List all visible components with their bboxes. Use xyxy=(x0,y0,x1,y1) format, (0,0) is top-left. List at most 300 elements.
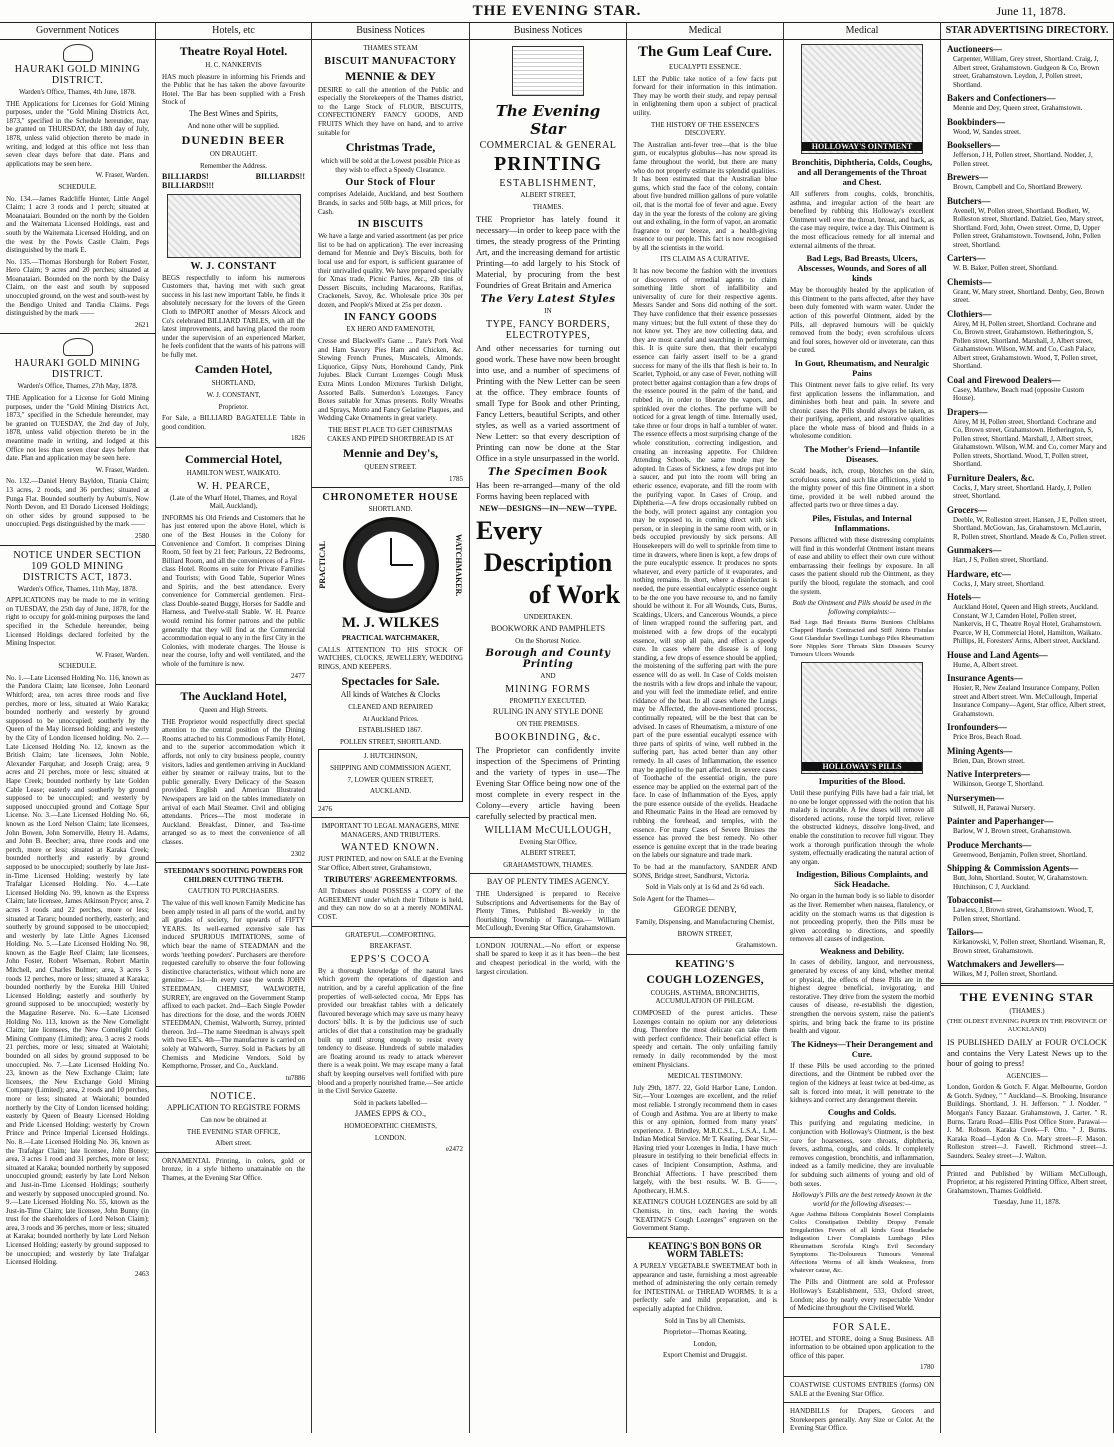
ad-sub: EX HERO AND FAMENOTH, xyxy=(346,325,435,334)
ad-title: Piles, Fistulas, and Internal Inflammations. xyxy=(812,513,912,534)
ad-sub: SHORTLAND. xyxy=(368,505,413,514)
notice-signature: W. Fraser, Warden. xyxy=(95,171,149,180)
ad-sub: SHIPPING AND COMMISSION AGENT, xyxy=(330,763,451,772)
ad-highlight: The Specimen Book xyxy=(488,466,608,478)
ad-note: Remember the Address. xyxy=(199,161,268,170)
schedule-heading: SCHEDULE. xyxy=(58,182,97,191)
ad-body: CALLS ATTENTION TO HIS STOCK OF WATCHES, CLOCKS, JEWELLERY, WEDDING RINGS, AND KEEPERS. xyxy=(318,645,463,671)
ad-body: Scald heads, itch, croup, blotches on the skin, scrofulous sores, and such like afflictions, yield to the mighty power of this fine Ointment in a short time, provided it be well rubbed around the affected parts two or three times a day. xyxy=(790,467,934,510)
ad-owner: MENNIE & DEY xyxy=(345,68,436,83)
agency-list: London, Gordon & Gotch. F. Algar. Melbourne, Gordon & Gotch. Sydney, " " Auckland—S. Brooking, Insurance Buildings. Shortland, J. H. Jefferson. " J. Nodder. " Morgan's Fancy Bazaar. Grahamstown, J. Carter. " R. Burns. Tararu Road—Ellis Post Office Store. Parawai—J. M. Robson. Karaka Creek—F. Otto. " J. Burns. Karaka Road—Lydon & Co. Mary street—F. Mason. Rolleston street—J. Fawell. Richmond street—J. Saunders. Sealey street—J. Walton. xyxy=(947,1083,1107,1160)
ad-title: Indigestion, Bilious Complaints, and Sick Headache. xyxy=(795,869,929,890)
directory-category: Tailors— xyxy=(947,927,983,937)
ad-sub: ESTABLISHMENT, xyxy=(499,178,597,189)
ad-title: EPPS'S COCOA xyxy=(350,953,431,965)
ad-title: IMPORTANT TO LEGAL MANAGERS, MINE MANAGERS, AND TRIBUTERS. xyxy=(321,822,460,839)
ad-sub: AND xyxy=(540,672,556,681)
directory-entries: Airey, M H, Pollen street, Shortland. Cochrane and Co, Brown street, Grahamstown. Hetherington, S, Pollen street, Shortland. Marshall, J, Albert street, Grahamstown. Wilson, W.M. and Co, Cash Palace, Albert street, Grahamstown. Wood, T, Pollen street, Shortland. xyxy=(953,319,1098,370)
directory-category: Carters— xyxy=(947,253,986,263)
schedule-entry: No. 1.—Late Licensed Holding No. 116, known as the Pandora Claim; late licensee, John Leonard Whitford; area, ten acres three roods and five perches, more or less, situated at Waio Karaka; bounded northerly and westerly by ground supposed to be unoccupied; southerly by the Queen of the May licensed holding; and westerly by the City of London licensed holding. No. 2.—Late Licensed Holding No. 12, known as the British Claim; late licensees, John Noble, Alexander Farquhar, and Joseph Craig; area, 9 acres and 21 perches, more or less; situated at Hape Creek; bounded northerly by late Golden Cable Lease; easterly and southerly by ground supposed to be unoccupied; and westerly by supposed unoccupied ground and Cottage Spur License. No. 3.—Late Licensed Holding No. 66, known as the Lord Nelson Claim; late licensees, John Bowen, John Somerville, Henry H. Adams, and John B. Beecher; area, three roods and one perch, more or less; situated at Karaka Creek; bounded northerly and easterly by ground supposed to be unoccupied; southerly by late Just-in-Time Licensed Holding; westerly by late Trafalgar Licensed Holding. No. 4.—Late Licensed Holding No. 99, known as the Express Claim; late licensee, James Atkinson Pryce; area, 2 acres 3 roods and 22 perches, more or less; situated at Tararu; bounded northerly, easterly, and southerly by ground supposed to be unoccupied; and westerly by late Little Agnes Licensed Holding. No. 5.—Late Licensed Holding No. 98, known as the Eagle Reef Claim; late licensees, John Foster, Robert Wiseman, Robert Martin Mitchell, and Charles Bulmer; area, 3 acres 3 roods 12 perches, more or less; situated at Karaka; bounded northerly by the Eureka Hill United Licensed Holding; easterly and southerly by ground supposed to be unoccupied; westerly by the Magazine Reserve. No. 6.—Late Licensed Holding No. 113, known as the New Comelight Claim; late licensees, the New Comelight Gold Mining Company (Limited); area, 3 acres 2 roods 21 perches, more or less; situated at Waiotahi; bounded on all sides by ground supposed to be unoccupied. No. 7.—Late Licensed Holding No. 23, known as the New Exchange Claim; late licensees, the New Exchange Gold Mining Company (Limited); area, 2 roods and 10 perches, more or less; situated at Waiotahi; bounded northerly by the City of London licensed holding; easterly by Queen of Beauty Licensed Holding and Pride Licensed Holding; westerly by Crown Prince and Prince Imperial Licensed Holdings. No. 8.—Late Licensed Holding No. 36, known as the Trafalgar Claim; late licensee, John Boney; area, 3 acres 1 rood and 31 perches, more or less; situated at Karaka; bounded northerly by supposed unoccupied ground; easterly by late Lord Nelson and Just-in-Time Licensed Holdings; southerly and westerly by supposed unoccupied ground. No. 9.—Late Licensed Holding No. 55, known as the Just-in-Time Claim; late licensee, John Bunny (in trust for the shareholders of Lord Nelson Claim); area, 3 roods and 36 perches, more or less; situated at Karaka; bounded northerly by late Lord Nelson Licensed Holding; easterly by ground supposed to be unoccupied; and westerly by late Trafalgar Licensed Holding. xyxy=(6,673,149,1267)
divider xyxy=(156,684,311,685)
notice-body: APPLICATIONS may be made to me in writing on TUESDAY, the 25th day of June, 1878, for the right to occupy for gold-mining purposes the land specified in the Schedule hereunder, being Licensed Holdings declared forfeited by the Mining Inspector. xyxy=(6,596,149,648)
agent-box xyxy=(318,749,463,801)
ad-title: Commercial Hotel, xyxy=(184,452,283,467)
ad-sub: Evening Star Office, xyxy=(519,837,577,846)
ad-title: The Gum Leaf Cure. xyxy=(638,44,772,60)
ad-title: DUNEDIN BEER xyxy=(181,133,286,148)
notice-place: Warden's Office, Thames, 27th May, 1878. xyxy=(17,382,138,391)
directory-entries: Wilkinson, George T, Shortland. xyxy=(953,780,1044,788)
directory-entries: Price Bros, Beach Road. xyxy=(953,733,1022,741)
directory-category: Auctioneers— xyxy=(947,44,1002,54)
ad-sub: AUCKLAND. xyxy=(369,787,412,796)
ad-owner: W. H. PEARCE, xyxy=(196,480,271,492)
directory-entries: Casey, Matthew, Beach road (opposite Custom House). xyxy=(953,385,1085,402)
ad-number: e2472 xyxy=(445,1145,463,1154)
ad-title: The Auckland Hotel, xyxy=(180,689,287,704)
directory-category: Hardware, etc— xyxy=(947,568,1011,579)
watch-block xyxy=(318,517,463,613)
ailment-list: Bad Legs Bad Breasts Burns Bunions Chilblains Chapped Hands Contracted and Stiff Joints Fistulas Gout Glandular Swellings Lumbago Piles Rheumatism Sore Nipples Sore Throats Skin Diseases Scurvy Tumours Ulcers Wounds xyxy=(790,619,934,659)
ad-owner: Mennie and Dey's, xyxy=(342,446,438,461)
ad-body: The Pills and Ointment are sold at Professor Holloway's Establishment, 533, Oxford street, London; also by nearly every respectable Vendor of Medicine throughout the Civilised World. xyxy=(790,1278,934,1313)
ad-body: Has been re-arranged—many of the old Forms having been replaced with xyxy=(476,479,620,501)
ad-body: All kinds of Watches & Clocks xyxy=(340,690,441,700)
ad-sub: THAMES. xyxy=(532,202,564,211)
directory-entries: Stilwell, H, Parawai Nursery. xyxy=(953,803,1035,812)
schedule-entry: No. 134.—James Radcliffe Hunter, Little Angel Claim; 1 acre 3 roods and 1 perch; situated at Moanataiari. Bounded on the north by the Golden and the Waitemata Licensed Holdings, east and south by the Waitemata Licensed Holding, and on the west by the Powis Castle Claim. Pegs distinguished by the mark E. xyxy=(6,194,149,255)
ad-sub: ESTABLISHED 1867. xyxy=(358,726,423,735)
column-medical-2 xyxy=(784,23,941,1433)
ad-sub: HOMOEOPATHIC CHEMISTS, xyxy=(344,1121,437,1130)
ad-sub: Export Chemist and Druggist. xyxy=(663,1351,747,1360)
pills-label: HOLLOWAY'S PILLS xyxy=(802,762,922,771)
ad-body: No organ in the human body is so liable to disorder as the liver. Remember when nausea, flatulency, or acidity on the stomach warns us that digestion is not proceeding properly, then the Pills must be given according to directions, and speedily removes all causes of indigestion. xyxy=(790,892,934,944)
directory-entries: Cocks, J, Mary street, Shortland. Hardy, J, Pollen street, Shortland. xyxy=(953,483,1092,500)
paper-title: THE EVENING STAR xyxy=(959,989,1095,1004)
ad-sub: SHORTLAND, xyxy=(211,379,256,388)
ad-sub: GRATEFUL—COMFORTING. xyxy=(345,930,436,939)
ad-body: COMPOSED of the purest articles. These Lozenges contain no opium nor any deleterious drug. Therefore the most delicate can take them with perfect confidence. Their beneficial effect is speedy and certain. The only unfailing family remedy in daily recommended by the most eminent Physicians. xyxy=(633,1008,777,1069)
imprint-date: Tuesday, June 11, 1878. xyxy=(993,1198,1061,1207)
schedule-entry: No. 132.—Daniel Henry Bayldon, Titania Claim; 13 acres, 2 roods, and 36 perches; situated at Punga Flat. Bounded southerly by Auburn's, Now North Devon, and El Dorado Licensed Holdings; on other sides by ground supposed to be unoccupied. Pegs distinguished by the mark —— xyxy=(6,477,149,529)
directory-entries: Kirkanowski, V, Pollen street, Shortland. Wiseman, R, Brown street, Grahamstown. xyxy=(953,938,1106,955)
ad-sub: Family, Dispensing, and Manufacturing Chemist, xyxy=(635,918,775,926)
directory-entries: Grant, W, Mary street, Shortland. Denby, Geo, Brown street. xyxy=(953,287,1104,304)
ad-body: For Sale, a BILLIARD BAGATELLE Table in good condition. xyxy=(162,414,305,431)
ad-sub: UNDERTAKEN. xyxy=(523,613,573,622)
ad-body: In cases of debility, languor, and nervousness, generated by excess of any kind, whether mental or physical, the effects of these Pills are in the highest degree beneficial, invigorating, and restorative. They drive from the system the morbid causes of disease, re-establish the digestion, strengthen the nervous system, raise the patient's spirits, and bring back the frame to its pristine health and vigour. xyxy=(790,958,934,1036)
notice-place: Warden's Office, Thames, 11th May, 1878. xyxy=(17,584,138,593)
ad-number: tu7886 xyxy=(285,1073,305,1082)
divider xyxy=(312,817,469,818)
ointment-illustration xyxy=(801,44,923,154)
ad-title: Weakness and Debility. xyxy=(819,945,905,956)
ad-note: Holloway's Pills are the best remedy known in the world for the following diseases:— xyxy=(792,1191,932,1208)
ad-body: Cresse and Blackwell's Game ... Pate's Pork Veal and Ham Savory Pies Ham and Chicken, &c. Stewing French Prunes, Muscatels, Almonds, Liquorice, Gipsy Nuts, Horehound Candy, Pink Jujubes. Black Currant Lozenges Cough Musk Extra Mints London Mixtures Turkish Delight, Assorted Balls. Sumerdon's Lozenges. Fancy Boxes suitable for Xmas presents. Rolly Wreaths and Sprays, Motto and Fancy Gelatine Plaques, and Wedding Cake Ornaments in great variety. xyxy=(318,337,463,423)
ad-highlight: BILLIARDS! BILLIARDS!! BILLIARDS!!! xyxy=(162,172,305,190)
ad-sub: MEDICAL TESTIMONY. xyxy=(667,1072,743,1081)
divider xyxy=(312,487,469,488)
agencies-heading: AGENCIES— xyxy=(1006,1071,1048,1080)
ad-body: The Proprietor can confidently invite inspection of the Specimens of Printing and the variety of types in use—The Evening Star Office being now one of the most complete in every respect in the Colony—every article having been carefully selected by practical men. xyxy=(476,744,620,821)
ad-body: THE Proprietor would respectfully direct special attention to the central position of the Dining Rooms attached to his Commodious Family Hotel, and to the superior accommodation which it affords, not only to city business people, country visitors, ladies and gentlemen arriving in Auckland either by steamer or railway trains, but to the public generally. Every Delicacy of the Season provided. English and American Illustrated Newspapers are laid on the tables immediately on arrival of each Mail Steamer. Civil and obliging attendants. Prices—The most moderate in Auckland. Breakfast, Dinner, and Tea-time arranged so as to meet the convenience of all classes. xyxy=(162,717,305,846)
directory-category: Nurserymen— xyxy=(947,792,1004,803)
ad-body: JUST PRINTED, and now on SALE at the Evening Star Office, Albert street, Grahamstown, xyxy=(318,855,463,873)
divider xyxy=(627,1237,783,1238)
paper-sub: (THAMES.) xyxy=(1009,1006,1045,1015)
divider xyxy=(0,333,155,334)
directory-category: Drapers— xyxy=(947,406,988,417)
directory-category: Gunmakers— xyxy=(947,545,1002,555)
directory-category: Grocers— xyxy=(947,504,987,515)
ad-body: We have a large and varied assortment (as per price list to be had on application). The ever increasing demand for Mennie and Dey's Biscuits, both for local use and for export, is sufficient guarantee of their unrivalled quality. We have prepared specially for Xmas trade, Picnic Parties, &c., 2lb tins of Dessert Biscuits, including Macaroons, Ratifias, Crackenels, Savoy, &c. Wholesale price 30s per dozen, and People's Mixed at 25s per dozen. xyxy=(318,232,463,309)
ad-number: 2621 xyxy=(135,320,149,329)
side-label: PRACTICAL xyxy=(318,541,327,589)
ad-highlight: TRIBUTERS' AGREEMENTFORMS. xyxy=(323,874,458,884)
ad-body: The Australian anti-fever tree—that is the blue gum, or eucalyptus globulus—has now spread its fame throughout the world, but there are many who do not properly estimate its splendid qualities. It has been estimated that the Australian blue gums, which stud the face of the colony, contain about five hundred million gallons of pure volatile oil, that is the mortal foe of fever and ague. Every day in the year the forests of the colony are giving out and exhaling, in the form of vapor, an aromatic fragrance to our breeze, and a health-giving essence to our people. This fact is now recognised by all the scientists in the world. xyxy=(633,140,777,252)
ad-body: KEATING'S COUGH LOZENGES are sold by all Chemists, in tins, each having the words "KEATING'S Cough Lozenges" engraven on the Government Stamp. xyxy=(633,1198,777,1233)
notice-body: THE Applications for Licenses for Gold Mining purposes, under the "Gold Mining Districts Act, 1873," specified in the Schedule hereunder, may be granted on THURSDAY, the 18th day of July, 1878, unless valid objection thereto be made in writing, and lodged at this office not less than seven clear days before that date. Plans and applications may be seen here. xyxy=(6,99,149,168)
ad-title: FOR SALE. xyxy=(832,1321,892,1333)
ad-body: And other necessaries for turning out good work. These have now been brought into use, and a number of specimens of Printing with the New Letter can be seen at the office. They embrace founts of small Type for Book and other Printing, Fancy Letters, beautiful Scripts, and other styles, as well as a varied assortment of New Letter: so that every description of Printing can now be done at the Star Office in a style unsurpassed in the world. xyxy=(476,342,620,463)
ad-highlight: Borough and County Printing xyxy=(485,648,611,671)
newspaper-title: THE EVENING STAR. xyxy=(472,3,642,19)
ad-highlight: Every xyxy=(476,516,543,546)
ad-title: Impurities of the Blood. xyxy=(818,776,906,787)
ad-body: Persons afflicted with these distressing complaints will find in this wonderful Ointment instant means of ease and ability to effect their own cure without embarrassing their feelings by exposure. In all cases the patient should rub the Ointment, as they purify the blood, regulate the stomach, and cool the system. xyxy=(790,536,934,596)
ad-body: DESIRE to call the attention of the Public and especially the Storekeepers of the Thames district, to the Large Stock of FLOUR, BISCUITS, CONFECTIONERY FANCY GOODS, AND FRUITS Which they have on hand, and to arrive suitable for xyxy=(318,85,463,137)
crest-icon xyxy=(63,44,93,62)
ad-sub: BROWN STREET, xyxy=(677,929,733,938)
ad-owner: JAMES EPPS & CO., xyxy=(355,1109,426,1119)
ad-number: 2476 xyxy=(318,804,332,813)
billiard-table-illustration xyxy=(167,194,301,258)
ad-body: COASTWISE CUSTOMS ENTRIES (forms) ON SALE at the Evening Star Office. xyxy=(790,1381,934,1398)
crest-icon xyxy=(63,338,93,356)
issue-date: June 11, 1878. xyxy=(996,4,1066,18)
ad-body: THE Undersigned is prepared to Receive Subscriptions and Advertisements for the Bay of Plenty Times, Published Bi-weekly in the flourishing Township of Tauranga.— William McCullough, Evening Star Office, Grahamstown. xyxy=(476,889,620,933)
ad-body: The value of this well known Family Medicine has been amply tested in all parts of the world, and by all grades of society, for upwards of FIFTY YEARS. Its well-earned extensive sale has induced SPURIOUS IMITATIONS, some of which bear the name of STEADMAN and the words 'teething powders'. Purchasers are therefore requested carefully to observe the four following distinctive characteristics, without which none are genuine:— 1st—In every case the words JOHN STEEDMAN, CHEMIST, WALWORTH, SURREY, are engraved on the Government Stamp affixed to each packet. 2nd—Each Single Powder has directions for the dose, and the words JOHN STEEDMAN, Chemist, Walworth, Surrey, printed thereon. 3rd—The name Steedman is always spelt with two EE's. 4th—The manufacture is carried on solely at Walworth, Surrey. Sold in Packets by all Chemists and Medicine Vendors. Sold by Kempthorne, Prosser, and Co., Auckland. xyxy=(162,898,305,1071)
directory-entries: Greenwood, Benjamin, Pollen street, Shortland. xyxy=(953,850,1088,859)
directory-category: Booksellers— xyxy=(947,140,1000,150)
ad-sub: Proprietor—Thomas Keating, xyxy=(663,1328,747,1337)
divider xyxy=(156,1152,311,1153)
directory-entries: Cocks, J, Mary street, Shortland. xyxy=(953,579,1045,588)
divider xyxy=(470,873,626,874)
ad-body: comprises Adelaide, Auckland, and best Southern Brands, in sacks and 50lb bags, at Mill prices, for Cash. xyxy=(318,190,463,216)
masthead xyxy=(0,0,1114,23)
directory-entries: W. B. Baker, Pollen street, Shortland. xyxy=(953,264,1058,272)
directory-category: Brewers— xyxy=(947,172,988,182)
ad-owner: M. J. WILKES xyxy=(341,614,440,631)
directory-entries: Auckland Hotel, Queen and High streets, Auckland. Constant, W J, Camden Hotel, Pollen street, Nankervis, H C, Theatre Royal Hotel, Grahamstown. Pearce, W H, Commercial Hotel, Hamilton, Waikato. Phillips, H, Foresters' Arms, Albert street, Auckland. xyxy=(953,603,1102,645)
ad-sub: Sole Agent for the Thames— xyxy=(633,894,715,903)
ad-title: STEEDMAN'S SOOTHING POWDERS FOR CHILDREN CUTTING TEETH. xyxy=(163,867,304,884)
section-header: Medical xyxy=(627,23,783,40)
ad-highlight: Our Stock of Flour xyxy=(345,177,436,189)
ad-body: Can now be obtained at xyxy=(200,1116,267,1125)
ad-body: July 29th, 1877. 22, Gold Harbor Lane, London. Sir,—Your Lozenges are excellent, and the relief most reliable. I strongly recommend them in cases of Cough and Asthma. You are at liberty to make this or any opinion, formed from many years' experience. J. Brindley, M.R.C.S.L., L.S.A., L.M. Indian Medical Service. Mr T. Keating. Dear Sir,—Having tried your Lozenges in India, I have much pleasure in testifying to their beneficial effects in cases of Incipient Consumption, Asthma, and Bronchial Affections. I have prescribed them largely, with the best results. W. B. G——, Apothecary, H.M.S. xyxy=(633,1083,777,1195)
ointment-label: HOLLOWAY'S OINTMENT xyxy=(802,142,922,151)
ad-sub: CLEANED AND REPAIRED xyxy=(348,702,433,711)
directory-entries: Butt, John, Shortland. Souter, W, Grahamstown. Hutchinson, C J, Auckland. xyxy=(953,874,1088,891)
directory-category: House and Land Agents— xyxy=(947,649,1048,660)
ad-sub: 7, LOWER QUEEN STREET, xyxy=(347,775,434,784)
column-medical-1 xyxy=(627,23,784,1433)
ad-sub: LONDON. xyxy=(374,1133,407,1142)
ad-sub: Grahamstown. xyxy=(735,941,777,950)
ad-owner: J. HUTCHINSON, xyxy=(363,752,418,761)
divider xyxy=(0,545,155,546)
ad-body: THE EVENING STAR OFFICE, xyxy=(186,1127,281,1136)
ad-number: 2302 xyxy=(291,849,305,858)
ad-body: Albert street. xyxy=(215,1139,252,1148)
ad-body: which will be sold at the Lowest possible Price as they wish to effect a Speedy Clearance. xyxy=(320,157,461,174)
ad-owner: WILLIAM McCULLOUGH, xyxy=(484,824,612,836)
directory-category: Bookbinders— xyxy=(947,116,1006,127)
ad-highlight: IN FANCY GOODS xyxy=(343,312,438,324)
ad-sub: On the Shortest Notice. xyxy=(515,636,581,645)
ad-sub: Sold in Tins by all Chemists. xyxy=(664,1316,746,1325)
directory-category: Painter and Paperhanger— xyxy=(947,816,1054,826)
directory-entries: Lawless, J, Brown street, Grahamstown. Wood, T, Pollen street, Shortland. xyxy=(953,906,1094,923)
ad-body: By a thorough knowledge of the natural laws which govern the operations of digestion and nutrition, and by a careful application of the fine properties of well-selected cocoa, Mr Epps has provided our breakfast tables with a delicately flavoured beverage which may save us many heavy doctors' bills. It is by the judicious use of such articles of diet that a constitution may be gradually built up until strong enough to resist every tendency to disease. Hundreds of subtle maladies are floating around us ready to attack wherever there is a weak point. We may escape many a fatal shaft by keeping ourselves well fortified with pure blood and a properly nourished frame.—See article in the Civil Service Gazette. xyxy=(318,966,463,1096)
ad-sub: ON THE PREMISES. xyxy=(516,719,580,728)
ad-highlight: BOOKBINDING, &c. xyxy=(494,731,602,743)
directory-entries: Avenell, W, Pollen street, Shortland. Bodkett, W, Rolleston street, Shortland. Dalziel, Geo, Mary street, Shortland. Ford, John, Owen street. Orme, D, Upper Pollen street, Grahamstown. Townsend, John, Pollen street, Shortland. xyxy=(953,206,1104,249)
ad-highlight: APPLICATION TO REGISTRE FORMS xyxy=(166,1103,301,1113)
divider xyxy=(470,937,626,938)
ad-title: Bronchitis, Diphtheria, Colds, Coughs, and all Derangements of the Throat and Chest. xyxy=(791,157,933,187)
ad-body: A PURELY VEGETABLE SWEETMEAT both in appearance and taste, furnishing a most agreeable method of administering the only certain remedy for INTESTINAL or THREAD WORMS. It is a perfectly safe and mild preparation, and is especially adapted for Children. xyxy=(633,1262,777,1313)
schedule-entry: No. 135.—Thomas Horsburgh for Robert Foster, Hero Claim; 9 acres and 20 perches; situated at Moanataiari. Bounded on the north by the Daisy Claim, on the east and south by supposed unoccupied ground, on the west and south-west by the Bendigo United and Tandia Claims. Pegs distinguished by the mark —— xyxy=(6,257,149,318)
directory-category: Butchers— xyxy=(947,195,991,206)
directory-category: Bakers and Confectioners— xyxy=(947,93,1056,103)
schedule-heading: SCHEDULE. xyxy=(58,662,97,671)
ad-body: LONDON JOURNAL.—No effort or expense shall be spared to keep it as it has been—the best and cheapest periodical in the world, with the largest circulation. xyxy=(476,941,620,976)
ad-sub: POLLEN STREET, SHORTLAND. xyxy=(340,737,441,746)
ad-sub: Sold in Vials only at 1s 6d and 2s 6d each. xyxy=(645,883,765,892)
ad-sub: BREAKFAST. xyxy=(369,942,412,951)
ad-owner: GEORGE DENBY, xyxy=(673,905,737,915)
ad-sub: CAUTION TO PURCHASERS. xyxy=(188,887,279,896)
directory-category: Clothiers— xyxy=(947,308,992,319)
notice-body: THE Application for a License for Gold Mining purposes, under the "Gold Mining Districts Act, 1873," specified in the Schedule hereunder, may be granted on TUESDAY, the 2nd day of July, 1878, unless valid objection thereto be in the meantime made in writing, and lodged at this Office not less than seven clear days before that date. Plan and application may be seen here. xyxy=(6,394,149,463)
ad-note: Both the Ointment and Pills should be used in the following complaints:— xyxy=(792,599,932,616)
section-header: Business Notices xyxy=(312,23,469,40)
directory-entries: Brien, Dan, Brown street. xyxy=(953,756,1025,765)
ad-body: BEGS respectfully to inform his numerous Customers that, having met with such great success in his last new important Table, he finds it absolutely necessary for the lovers of the Green Cloth to IMPORT another of Messrs Alcock and Co's celebrated BILLIARD TABLES, with all the latest improvements, and having placed the room under the supervision of an experienced Marker, he feels confident that the wants of his patrons will be fully met. xyxy=(162,273,305,359)
ad-number: 1826 xyxy=(291,434,305,443)
directory-category: Mining Agents— xyxy=(947,745,1013,756)
ad-sub: IN xyxy=(544,307,552,316)
ad-title: The Kidneys—Their Derangement and Cure. xyxy=(791,1038,933,1059)
column-printing xyxy=(470,23,627,1433)
ad-title: In Gout, Rheumatism, and Neuralgic Pains xyxy=(794,357,930,378)
directory-category: Watchmakers and Jewellers— xyxy=(947,959,1064,969)
ad-owner: H. C. NANKERVIS xyxy=(205,61,262,69)
ad-sub: ITS CLAIM AS A CURATIVE. xyxy=(660,255,750,264)
directory-entries: Carpenter, William, Grey street, Shortland. Craig, J, Albert street, Grahamstown. Gudgeon & Co, Brown street, Grahamstown. Leydon, J, Pollen street, Shortland. xyxy=(953,55,1100,89)
ad-sub: (Late of the Wharf Hotel, Thames, and Royal Mail, Auckland), xyxy=(169,493,298,511)
ad-body: All sufferers from coughs, colds, bronchitis, asthma, and irregular action of the heart are benefited by rubbing this Holloway's excellent Ointment well over the throat, breast, and back, as the case may require, twice a day. This Ointment is the most efficacious remedy for all internal and external ailments of the throat. xyxy=(790,190,934,250)
divider xyxy=(941,1165,1113,1166)
column-government-notices xyxy=(0,23,156,1433)
directory-category: Native Interpreters— xyxy=(947,769,1031,779)
ad-sub: EUCALYPTI ESSENCE. xyxy=(668,63,742,71)
ad-title: Camden Hotel, xyxy=(194,362,273,377)
notice-title: HAURAKI GOLD MINING DISTRICT. xyxy=(14,64,141,86)
ad-title: The Evening Star xyxy=(495,102,601,138)
notice-signature: W. Fraser, Warden. xyxy=(95,465,149,474)
ad-body: ORNAMENTAL Printing, in colors, gold or bronze, in a style hitherto unattainable on the Thames, at the Evening Star Office. xyxy=(162,1156,305,1182)
ad-body: May be thoroughly healed by the application of this Ointment to the parts affected, after they have been duly fomented with warm water. Under the action of this powerful Ointment, aided by the Pills, all depraved humours will be quickly removed from the body; even scrofulous ulcers and foul sores, however old or inveterate, can thus be cured. xyxy=(790,286,934,355)
ad-body: It has now become the fashion with the inventors or discoverers of remedial agents to claim something little short of infallibility and universality of cure for their respective agents. Messrs Sander and Sons did nothing of the sort. They have confidence that their essence possesses many virtues; but the full extent of these they do not know yet. They are now collecting data, and they are most careful and searching in performing this. It is quite sure then, that their eucalypti essence can fairly assert itself to be a grand success for many of the ills that flesh is heir to. In Scarlet, Typhoid, or any case of Fever, nothing will protect better against contagion than a few drops of the essence poured in the palm of the hand, and rubbed in, in order to liberate the vapors, and sprinkled over the clothes. The perfume will be noticed for a great length of time. Internally used, take three or four drops in half a tumbler of water. The essence effects a most surprising change of the whole constitution, correcting indigestion, and creating an increasing appetite. For Children Attending Schools, the same mode may be adopted. In Cases of Sickness, a few drops put into a saucer, and put into the room will bring an etheric essence, evaporate, and fill the room with the purifying vapor. In Cases of Croup, and Diphtheria.—A few drops occasionally rubbed on the body, will protect against any contagion you may be exposed to, in coming direct with sick person, or in sleeping in the same room with, or in beds occupied previously by sick persons. All Housekeepers will do well to sprinkle from time to time in drawers, where linen is kept, a few drops of the pure eucalyptic essence. It produces no spots whatever, and every particle of it evaporates, and nothing remains. In short, where a disinfectant is needed, the pure essential eucalyptic essence ought to be the one you have recourse to, and no family should be without it. For all Wounds, Cuts, Burns, Scaldings, Ulcers, and Cancerous Wounds, a piece of linen wrapped round the suffering part, and moistened with a few drops of the eucalypti essence, will stop all pain, and effect a speedy cure. In cases where the disease is of long standing, a few drops of essence should be applied, the moistening of the suffering part with the pure essence will do as well. In Case of Colds moisten the nostrils with a few drops and inhale the vapour, and you will feel the immediate relief, and entire riddance of the beat. In all cases where the Lungs may be Affected, the above-mentioned process, continually repeated, will be the best that can be advised. In cases of Rheumatism, a mixture of one part of the pure essential eucalypti essence with three parts of spirits of wine, well rubbed in the suffering part, has acted better than any other remedy. In all cases of Inflammation, the essence may be applied to the part affected. In severe cases of Toothache of the essential origin, the pure essence may be applied on the external part of the face. In case of Inflammation of the Eyes, apply the pure essence outside of the eyelids. Headache and Rheumatic Pains in the Head are removed by rubbing the forehead, and temples, with the essence. For many Cases of Severe Bruises the essence has proved the best remedy. No other essence is genuine except that in the trade bearing on the labels our signature and trade mark. xyxy=(633,267,777,860)
ad-highlight: IN BISCUITS xyxy=(357,219,424,231)
directory-entries: Hume, A, Albert street. xyxy=(953,660,1018,669)
ad-body: Until these purifying Pills have had a fair trial, let no one be longer oppressed with the notion that his malady is incurable. A few doses will remove all disordered actions, rouse the torpid liver, relieve the obstructed kidneys, dissolve long-lived, and enable the constitution to recover full vigour. They work a thorough purification through the whole system, effectually eradicating the natural action of any organ. xyxy=(790,788,934,866)
ad-number: 2477 xyxy=(291,671,305,680)
ad-sub: HAMILTON WEST, WAIKATO. xyxy=(186,469,281,478)
ad-sub: COUGHS, ASTHMA, BRONCHITIS, ACCUMULATION OF PHLEGM. xyxy=(650,988,760,1006)
ad-body: This purifying and regulating medicine, in conjunction with Holloway's Ointment, is the best cure for hoarseness, sore throats, diphtheria, fevers, asthma, coughs, and colds. It completely removes congestion, bronchitis, and inflammation, indeed as a family medicine, they are invaluable for subduing such ailments of young and old of both sexes. xyxy=(790,1119,934,1188)
ad-sub: QUEEN STREET. xyxy=(364,463,417,472)
ad-title: NOTICE. xyxy=(210,1091,257,1103)
ad-sub: BOOKWORK AND PAMPHLETS xyxy=(491,623,605,633)
directory-entries: Barlow, W J, Brown street, Grahamstown. xyxy=(953,827,1072,835)
ad-sub: COMMERCIAL & GENERAL xyxy=(479,140,617,151)
directory-category: Hotels— xyxy=(947,592,981,602)
ad-body: If these Pills be used according to the printed directions, and the Ointment be rubbed over the region of the kidneys at least twice at bed-time, as salt is forced into meat, it will penetrate to the kidneys and correct any derangement therein. xyxy=(790,1061,934,1105)
divider xyxy=(784,1402,940,1403)
imprint: Printed and Published by William McCullough, Proprietor, at his registered Printing Office, Albert street, Grahamstown, Thames Goldfield. xyxy=(947,1169,1107,1195)
notice-signature: W. Fraser, Warden. xyxy=(95,650,149,659)
section-header: Government Notices xyxy=(0,23,155,40)
ad-sub: London, xyxy=(693,1339,717,1348)
ad-sub: THE BEST PLACE TO GET CHRISTMAS CAKES AND PIPED SHORTBREAD IS AT xyxy=(327,426,454,443)
ad-number: 1780 xyxy=(920,1363,934,1372)
section-header: Hotels, etc xyxy=(156,23,311,40)
side-label: WATCHMAKER. xyxy=(454,533,463,597)
ad-title: CHRONOMETER HOUSE xyxy=(322,492,459,504)
ad-title: Coughs and Colds. xyxy=(827,1106,897,1117)
directory-category: Chemists— xyxy=(947,276,992,287)
ad-body: THE Proprietor has lately found it necessary—in order to keep pace with the times, the steady progress of the Printing Art, and the increasing demand for artistic Printing—to add largely to his Stock of Material, by procuring from the best Foundries of Great Britain and America xyxy=(476,214,620,291)
ad-body: INFORMS his Old Friends and Customers that he has just entered upon the above Hotel, which is one of the Best Houses in the Colony for Convenience and Comfort. It comprises Dining Room, 50 feet by 21 feet; Parlours, 22 Bedrooms, Billiard Room, and all the conveniences of a First-class Hotel. Rooms en suite for Private Families and Tourists; with Good Table, Superior Wines and Spirits, and the best attendance. Every convenience for Commercial gentlemen. First-class Double-seated Buggy, Horses for Saddle and Harness, and Twelve-stall Stable. W. H. Pearce would remind his former patrons and the public generally that they will find at the Commercial accommodation equal to any in the first City in the Colonies, with moderate charges. The House is near the course, lofty and well ventilated, and the whole of the furniture is new. xyxy=(162,513,305,668)
ailment-list: Ague Asthma Bilious Complaints Bowel Complaints Colics Constipation Debility Dropsy Female Irregularities Fevers of all kinds Gout Headache Indigestion Liver Complaints Lumbago Piles Rheumatism Scrofula King's Evil Secondary Symptoms Tic-Doloureux Tumours Venereal Affections Worms of all kinds Weakness, from whatever cause, &c. xyxy=(790,1211,934,1275)
directory-category: Produce Merchants— xyxy=(947,839,1032,850)
directory-title: STAR ADVERTISING DIRECTORY. xyxy=(941,23,1113,40)
ad-body: HOTEL and STORE, doing a Snug Business. All information to be obtained upon application to the office of this paper. xyxy=(790,1334,934,1360)
divider xyxy=(627,954,783,955)
ad-highlight: The Best Wines and Spirits, xyxy=(188,108,279,118)
ad-sub: GRAHAMSTOWN, THAMES. xyxy=(503,860,593,869)
ad-highlight: The Very Latest Styles xyxy=(480,294,616,306)
divider xyxy=(784,1317,940,1318)
ad-title: The Mother's Friend—Infantile Diseases. xyxy=(804,444,920,465)
divider xyxy=(941,983,1113,986)
ad-sub: Proprietor. xyxy=(218,402,249,411)
ad-sub: Sold in packets labelled— xyxy=(353,1098,428,1107)
ad-sub: ON DRAUGHT. xyxy=(209,150,258,159)
ad-highlight: TYPE, FANCY BORDERS, ELECTROTYPES, xyxy=(486,318,610,341)
ad-title: Theatre Royal Hotel. xyxy=(179,44,288,58)
ad-sub: At Auckland Prices. xyxy=(362,714,419,723)
ad-sub: THE HISTORY OF THE ESSENCE'S DISCOVERY. xyxy=(650,120,760,138)
ad-sub: ALBERT STREET, xyxy=(520,191,576,199)
pills-illustration xyxy=(801,662,923,774)
ad-title: KEATING'S BON BONS OR WORM TABLETS: xyxy=(648,1240,762,1260)
publication-notice: IS PUBLISHED DAILY at FOUR O'CLOCK and contains the Very Latest News up to the hour of going to press! xyxy=(947,1037,1107,1069)
directory-category: Tobacconist— xyxy=(947,895,1002,905)
ad-title: W. J. CONSTANT xyxy=(190,260,277,272)
ad-title: KEATING'S xyxy=(675,958,735,970)
directory-category: Ironfounders— xyxy=(947,722,1007,732)
divider xyxy=(156,862,311,863)
ad-highlight: PRINTING xyxy=(493,153,602,175)
divider xyxy=(156,1086,311,1087)
ad-title: BAY OF PLENTY TIMES AGENCY. xyxy=(486,877,610,887)
paper-note: (THE OLDEST EVENING PAPER IN THE PROVINCE OF AUCKLAND) xyxy=(947,1018,1107,1034)
section-header: Medical xyxy=(784,23,940,40)
directory-entries: Wood, W, Sandes street. xyxy=(953,127,1021,136)
ad-body: This Ointment never fails to give relief. Its very first application lessens the inflammation, and diminishes both heat and pain. In severe and chronic cases the Pills should always be taken, as their purifying, aperient, and restorative qualities place the whole mass of blood and fluids in a wholesome condition. xyxy=(790,380,934,441)
ad-highlight: MINING FORMS xyxy=(505,683,591,695)
ad-sub: RULING IN ANY STYLE DONE xyxy=(492,707,604,717)
pocket-watch-icon xyxy=(343,517,439,613)
ad-owner: W. J. CONSTANT, xyxy=(206,391,261,400)
directory-entries: Jefferson, J H, Pollen street, Shortland. Nodder, J, Pollen street. xyxy=(953,151,1093,168)
directory-entries: Wilkes, M J, Pollen street, Shortland. xyxy=(953,970,1058,978)
ad-highlight: Christmas Trade, xyxy=(345,140,436,155)
ad-body: And none other will be supplied. xyxy=(187,121,280,130)
ad-highlight: Description xyxy=(483,548,613,578)
ad-number: 1785 xyxy=(449,474,463,483)
ad-title: BISCUIT MANUFACTORY xyxy=(324,55,457,67)
divider xyxy=(784,1376,940,1377)
directory-entries: Brown, Campbell and Co, Shortland Brewery. xyxy=(953,183,1083,191)
divider xyxy=(312,926,469,927)
ad-body: HANDBILLS for Drapers, Grocers and Storekeepers generally. Any Size or Color. At the Evening Star Office. xyxy=(790,1407,934,1433)
printing-press-illustration xyxy=(512,46,584,96)
ad-number: 2463 xyxy=(135,1269,149,1278)
ad-sub: Queen and High Streets. xyxy=(199,706,268,715)
section-header: Business Notices xyxy=(470,23,626,40)
ad-sub: PRACTICAL WATCHMAKER, xyxy=(341,633,440,642)
ad-body: HAS much pleasure in informing his Friends and the Public that he has taken the above favourite Hotel. The Bar has been supplied with a Fresh Stock of xyxy=(162,72,305,107)
divider xyxy=(156,447,311,448)
ad-title: COUGH LOZENGES, xyxy=(646,971,764,986)
directory-category: Furniture Dealers, &c. xyxy=(947,472,1035,483)
column-business-notices xyxy=(312,23,470,1433)
directory-list xyxy=(947,44,1107,979)
ad-title: Bad Legs, Bad Breasts, Ulcers, Abscesses, Wounds, and Sores of all kinds xyxy=(797,253,927,284)
directory-category: Coal and Firewood Dealers— xyxy=(947,374,1061,385)
directory-entries: Mennie and Dey, Queen street, Grahamstown. xyxy=(953,104,1083,112)
notice-title: HAURAKI GOLD MINING DISTRICT. xyxy=(14,358,141,381)
ad-highlight: Spectacles for Sale. xyxy=(341,674,440,689)
ad-sub: PROMPTLY EXECUTED. xyxy=(509,696,587,705)
ad-body: All Tributers should POSSESS a COPY of the AGREEMENT under which their Tribute is held, and they can now do so at a merely NOMINAL COST. xyxy=(318,887,463,922)
ad-highlight: NEW—DESIGNS—IN—NEW—TYPE. xyxy=(479,503,617,513)
ad-highlight: of Work xyxy=(528,580,620,610)
ad-body: To be had at the manufactory, SANDER AND SONS, Bridge street, Sandhurst, Victoria. xyxy=(633,863,777,880)
directory-entries: Airey, M H, Pollen street, Shortland. Cochrane and Co, Brown street, Grahamstown. Hetherington, S, Pollen street, Shortland. Marshall, J, Albert street, Grahamstown. Wilson, W.M. and Co, corner Mary and Pollen streets, Shortland. Wood, T, Pollen street, Shortland. xyxy=(953,417,1107,468)
directory-entries: Hart, J S, Pollen street, Shortland. xyxy=(953,556,1049,564)
directory-entries: Deeble, W, Rolleston street. Hansen, J E, Pollen street, Shortland. McGowan, Jas, Grahamstown. McLaurin, R, Pollen street, Shortland. Meade & Co, Pollen street. xyxy=(953,515,1107,541)
ad-sub: THAMES STEAM xyxy=(363,44,418,52)
